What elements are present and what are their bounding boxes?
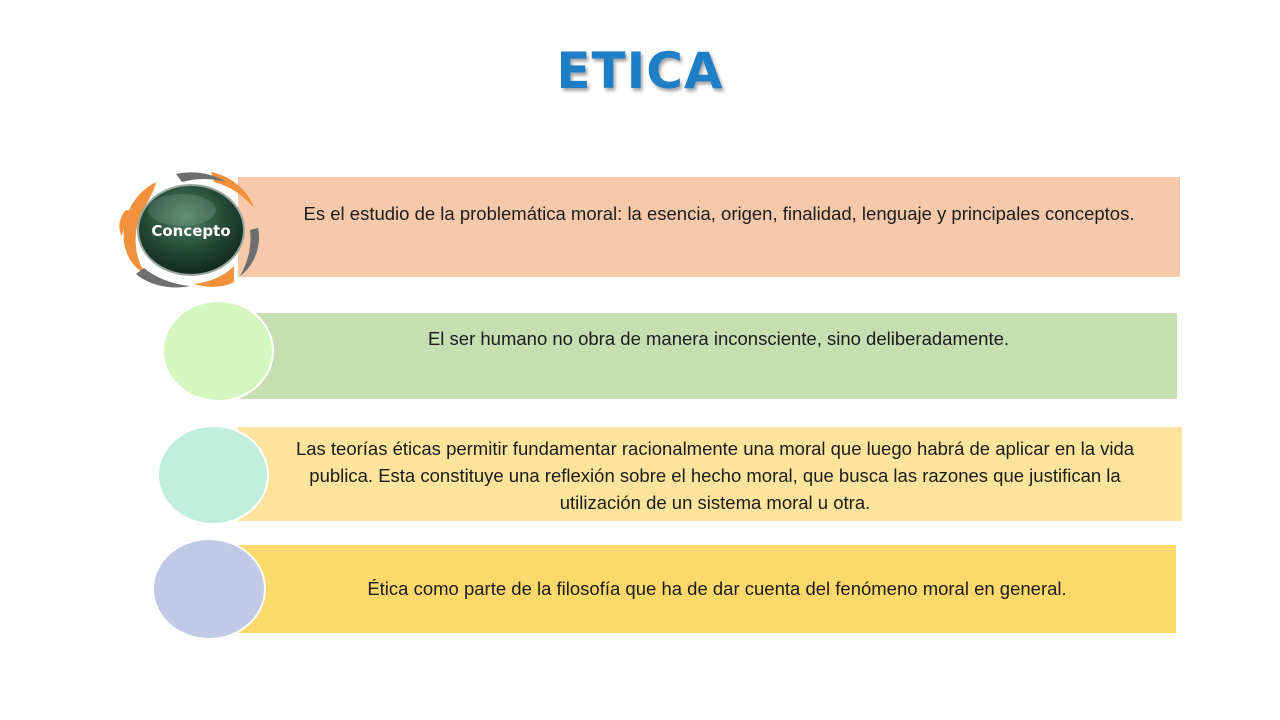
concept-bar-2 bbox=[240, 313, 1177, 399]
circle-marker-4 bbox=[152, 538, 266, 640]
concept-text-1: Es el estudio de la problemática moral: la esencia, origen, finalidad, lenguaje y principales conceptos. bbox=[303, 203, 1135, 224]
circle-marker-3 bbox=[157, 425, 269, 525]
concept-bar-3 bbox=[238, 427, 1182, 521]
circle-marker-2 bbox=[162, 300, 274, 402]
concepto-logo-icon bbox=[116, 170, 266, 290]
concept-text-4: Ética como parte de la filosofía que ha de dar cuenta del fenómeno moral en general. bbox=[367, 578, 1067, 599]
concept-text-3: Las teorías éticas permitir fundamentar racionalmente una moral que luego habrá de aplicar en la vida publica. Esta constituye una reflexión sobre el hecho moral, que busca las razones que justifican la utilización de un sistema moral u otra. bbox=[295, 438, 1135, 513]
logo-label: Concepto bbox=[151, 222, 231, 240]
concept-text-2: El ser humano no obra de manera inconsciente, sino deliberadamente. bbox=[427, 328, 1010, 349]
concept-bar-1 bbox=[238, 177, 1180, 277]
slide-title: ETICA bbox=[556, 42, 724, 100]
concept-bar-4 bbox=[238, 545, 1176, 633]
